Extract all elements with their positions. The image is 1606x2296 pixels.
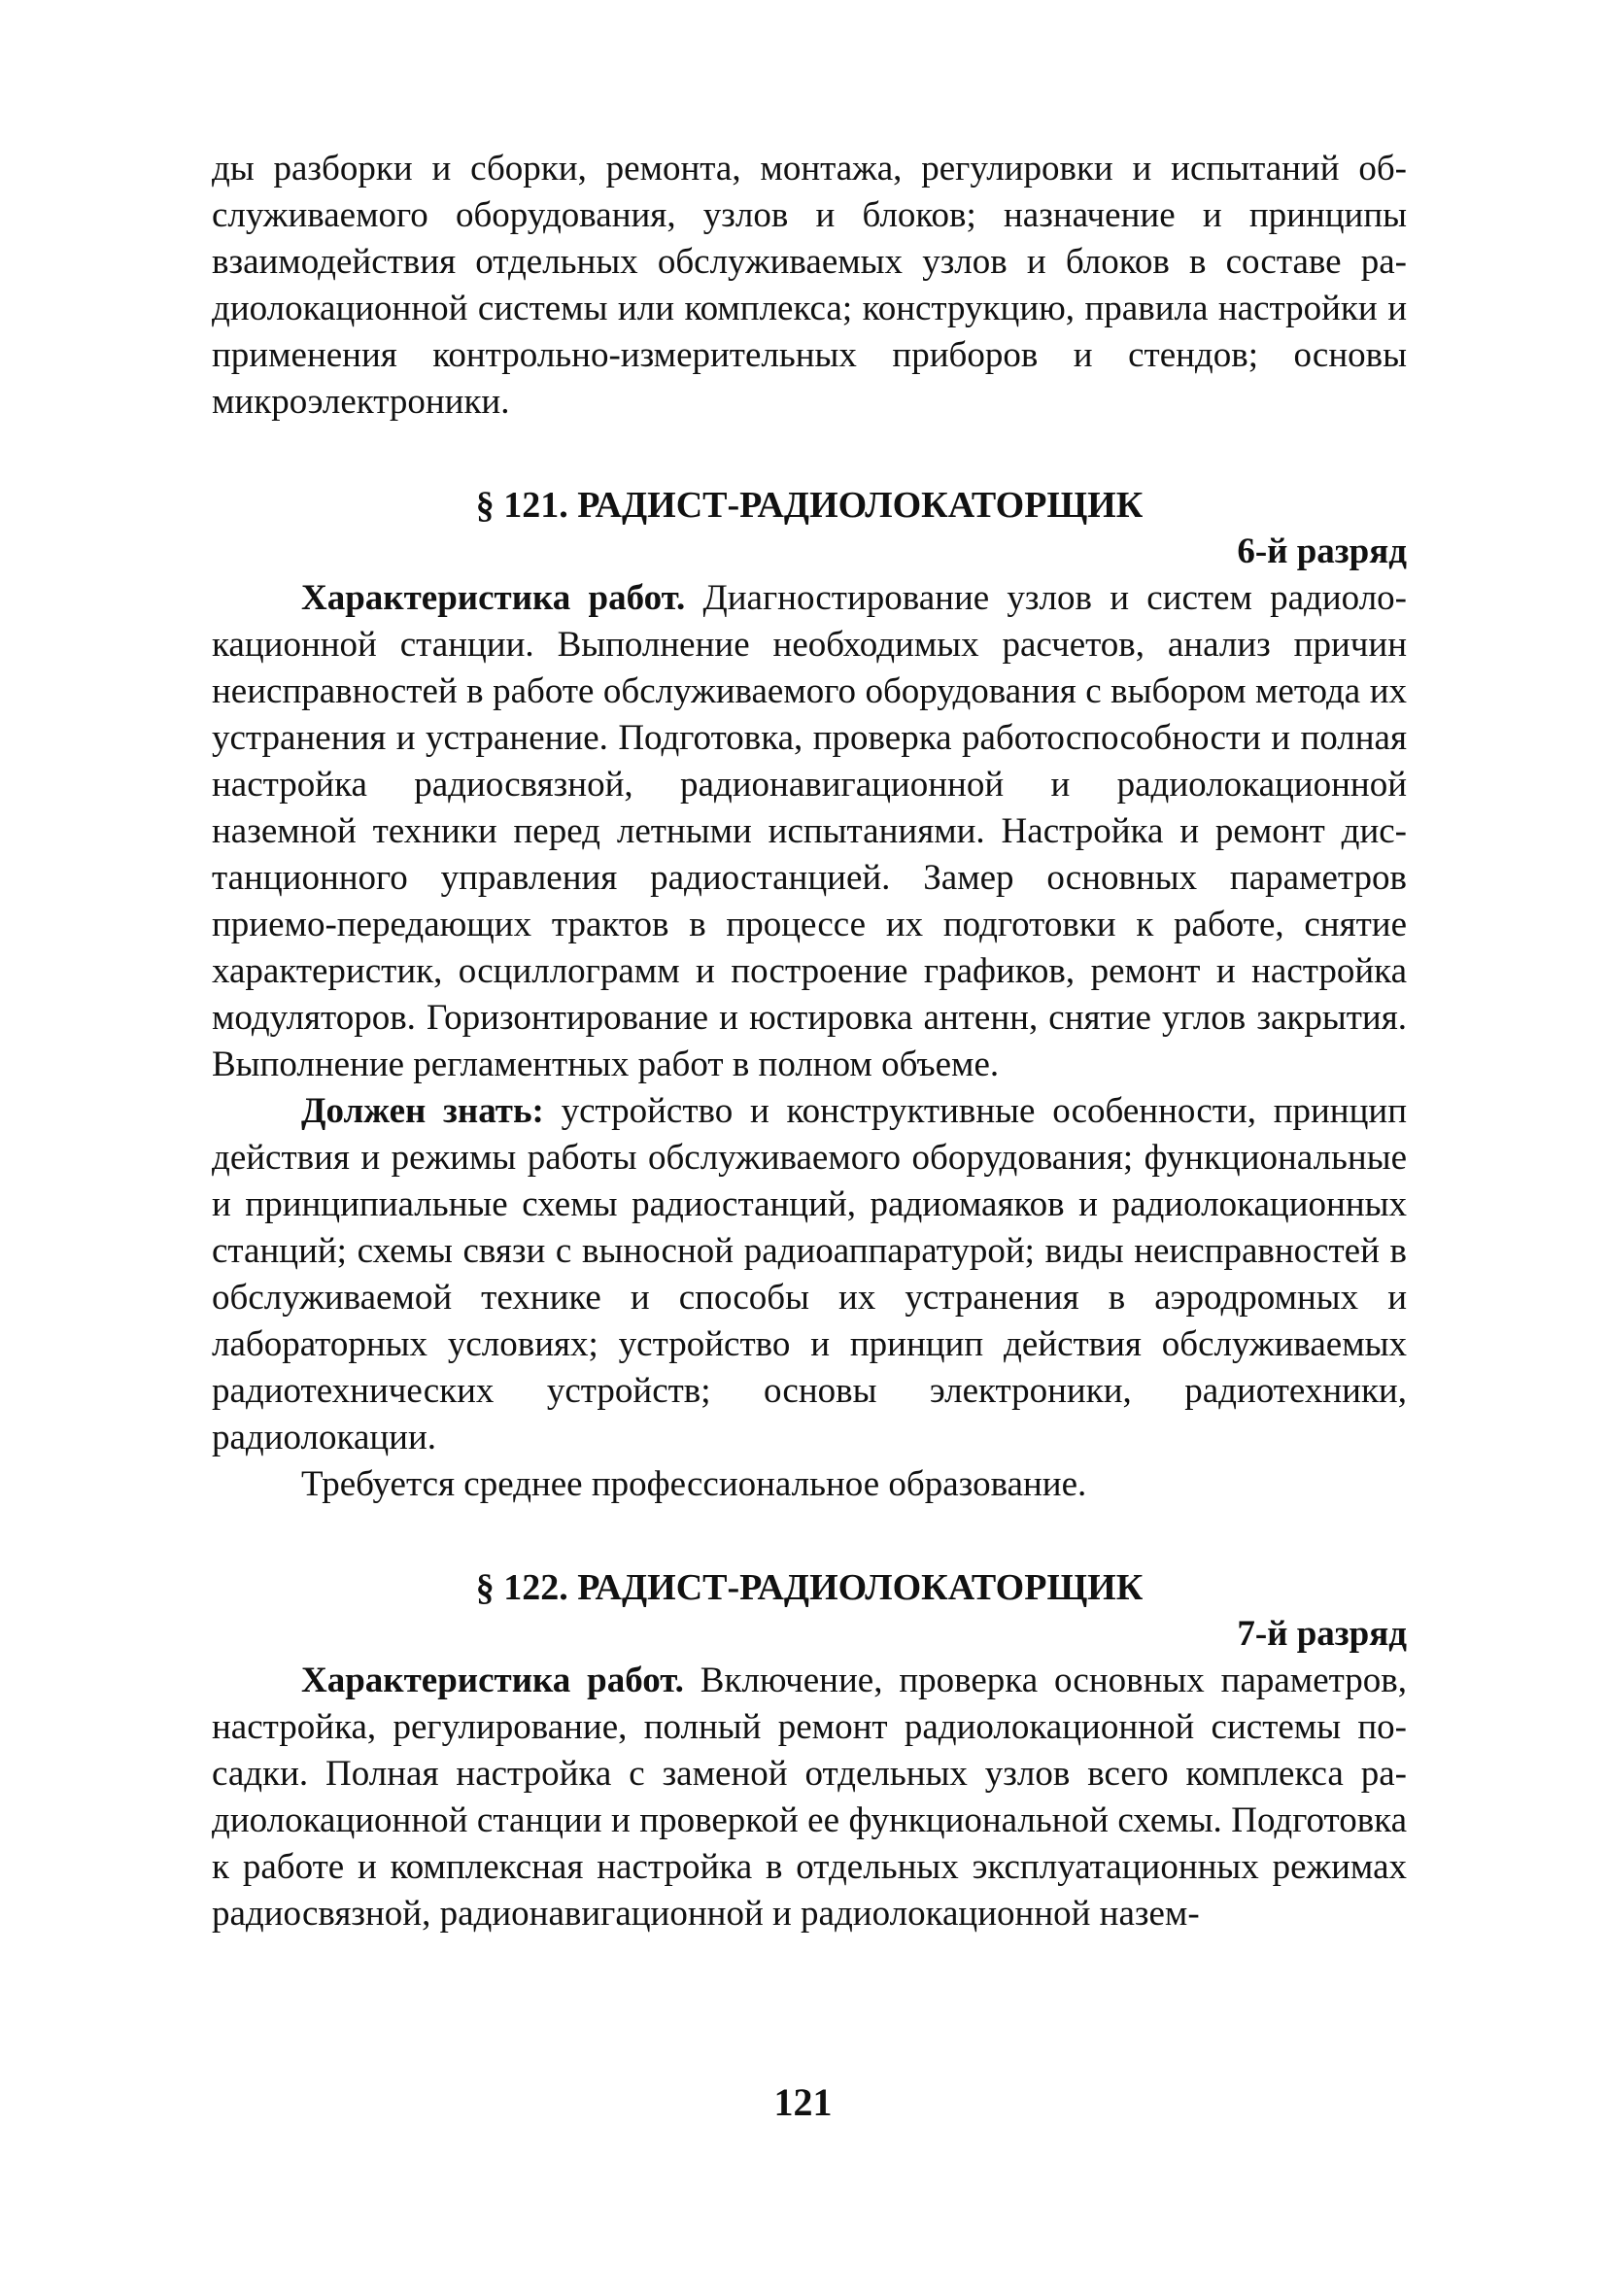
continuation-paragraph: ды разборки и сборки, ремонта, монтажа, регулировки и испытаний обслуживаемого оборудования, узлов и блоков; назначение и принципы взаимодействия отдельных обслуживаемых узлов и блоков в составе радиолокационной системы или комплекса; конструкцию, правила настройки и применения контрольно-измерительных приборов и стендов; основы микроэлектроники. <box>212 149 1407 422</box>
section-121-grade: 6-й разряд <box>1237 531 1407 571</box>
section-122-work-paragraph <box>212 1658 1407 1937</box>
section-122-heading: § 122. РАДИСТ-РАДИОЛОКАТОРЩИК <box>475 1567 1144 1608</box>
section-121-education: Требуется среднее профессиональное образование. <box>301 1464 1087 1504</box>
section-121-work-paragraph <box>212 575 1407 1088</box>
document-page <box>212 146 1407 2138</box>
section-121-know-paragraph <box>212 1088 1407 1461</box>
section-121-know-lead: Должен знать: <box>301 1091 544 1131</box>
page-number: 121 <box>773 2080 833 2124</box>
section-122-grade: 7-й разряд <box>1237 1614 1407 1654</box>
section-121-know-text: устройство и конструктивные особенности, принцип действия и режимы работы обслуживаемого оборудования; функциональные и принципиальные схемы радиостанций, радиомаяков и радиолокационных станций; схемы связи с выносной радиоаппаратурой; виды неисправностей в обслуживаемой технике и способы их устранения в аэродромных и лабораторных условиях; устройство и принцип действия обслуживаемых радиотехнических устройств; основы электроники, радиотехники, радиолокации. <box>212 1091 1407 1457</box>
section-121-work-lead: Характеристика работ. <box>301 578 686 618</box>
section-121-work-text: Диагностирование узлов и систем радиолокационной станции. Выполнение необходимых расчетов, анализ причин неисправностей в работе обслуживаемого оборудования с выбором метода их устранения и устранение. Подготовка, проверка работоспособности и полная настройка радиосвязной, радионавигационной и радиолокационной наземной техники перед летными испытаниями. Настройка и ремонт дистанционного управления радиостанцией. Замер основных параметров приемо-передающих трактов в процессе их подготовки к работе, снятие характеристик, осциллограмм и построение графиков, ремонт и настройка модуляторов. Горизонтирование и юстировка антенн, снятие углов закрытия. Выполнение регламентных работ в полном объеме. <box>212 578 1407 1084</box>
section-122-work-text: Включение, проверка основных параметров, настройка, регулирование, полный ремонт радиолокационной системы посадки. Полная настройка с заменой отдельных узлов всего комплекса радиолокационной станции и проверкой ее функциональной схемы. Подготовка к работе и комплексная настройка в отдельных эксплуатационных режимах радиосвязной, радионавигационной и радиолокационной назем- <box>212 1661 1407 1934</box>
section-122-work-lead: Характеристика работ. <box>301 1661 684 1700</box>
section-121-heading: § 121. РАДИСТ-РАДИОЛОКАТОРЩИК <box>475 485 1144 526</box>
